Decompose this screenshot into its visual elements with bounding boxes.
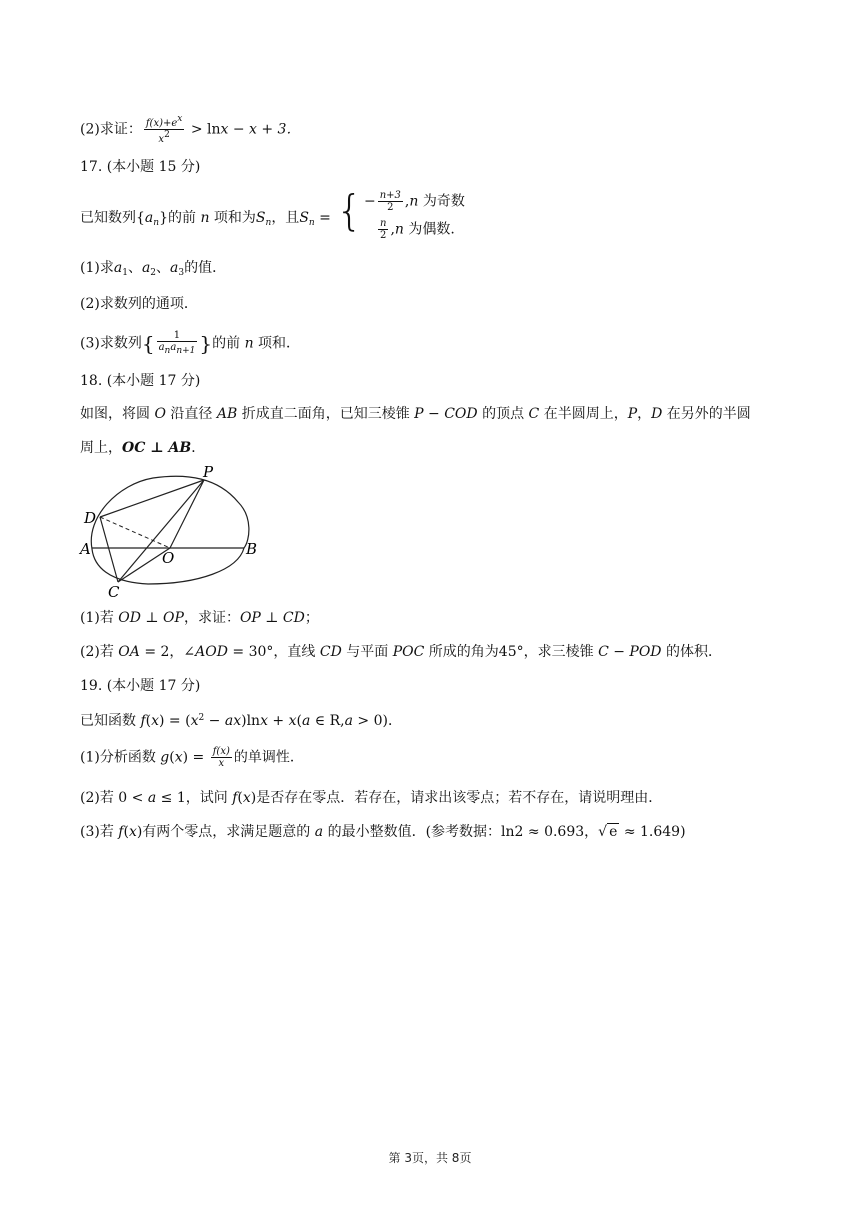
- q17-part3: (3)求数列{ $\frac{1}{\text{anan+1}}$ }的前 n 项和．: [80, 330, 301, 356]
- q18-p2-b: ，: [169, 644, 184, 660]
- label-D: D: [84, 509, 97, 527]
- q17-intro-a: 已知数列{: [80, 210, 145, 226]
- q18-part2: (2)若 OA = 2，∠AOD = 30°，直线 CD 与平面 POC 所成的角为45°，求三棱锥 C − POD 的体积．: [80, 644, 722, 660]
- q16-fraction: [144, 114, 185, 145]
- q17-p1-b: 、: [127, 260, 142, 276]
- q17-intro-b: }的前: [159, 210, 201, 226]
- q19-part1: (1)分析函数 g(x) = $\frac{f(x)}{x}$ 的单调性．: [80, 746, 304, 769]
- label-P: P: [203, 463, 214, 481]
- q19-intro-a: 已知函数: [80, 713, 141, 729]
- q18-intro1-f: ，: [637, 406, 652, 422]
- q19-p2-c: 是否存在零点．若存在，请求出该零点；若不存在，请说明理由．: [256, 790, 663, 806]
- q16-rhs: > ln: [186, 121, 221, 138]
- q18-p2-d: 与平面: [341, 644, 393, 660]
- q19-p3-a: (3)若: [80, 824, 119, 840]
- q17-case1-text: 为奇数: [422, 193, 465, 210]
- q16-part2-prefix: (2)求证：: [80, 121, 142, 138]
- q18-p2-e: 所成的角为: [424, 644, 499, 660]
- q19-part3: (3)若 f(x)有两个零点，求满足题意的 a 的最小整数值．(参考数据：ln2 ≈ 0.693，√ e ≈ 1.649): [80, 824, 686, 840]
- q18-part1: (1)若 OD ⊥ OP，求证：OP ⊥ CD；: [80, 610, 319, 626]
- q16-frac-den: x: [158, 134, 165, 145]
- q18-p2-g: 的体积．: [661, 644, 722, 660]
- q17-part1: (1)求$a_1$、$a_2$、$a_3$的值．: [80, 260, 227, 278]
- q16-rhs2: x − x + 3．: [220, 121, 301, 138]
- q17-case1-num: n+3: [379, 190, 401, 201]
- page-footer: 第 3页，共 8页: [388, 1151, 472, 1165]
- q18-intro1-d: 的顶点: [477, 406, 529, 422]
- q19-p3-d: ≈ 1.649): [619, 824, 686, 840]
- q16-frac-num: f(x)+e: [145, 118, 178, 129]
- q17-intro: 已知数列$\{a_n\}$的前 n 项和为$S_n$，且$S_n$ =: [80, 210, 331, 228]
- q17-p3-a: (3)求数列: [80, 335, 142, 352]
- q19-p1-a: (1)分析函数: [80, 749, 161, 766]
- label-O: O: [162, 549, 175, 567]
- q19-p1-b: 的单调性．: [233, 749, 304, 766]
- q17-p1-d: 的值．: [184, 260, 227, 276]
- q18-intro1: 如图，将圆 O 沿直径 AB 折成直二面角，已知三棱锥 P − COD 的顶点 C 在半圆周上，P，D 在另外的半圆: [80, 406, 751, 422]
- q17-header: 17. (本小题 15 分): [80, 159, 201, 175]
- q17-case1-den: 2: [387, 202, 394, 213]
- q18-intro2-a: 周上，: [80, 440, 122, 456]
- q18-intro1-g: 在另外的半圆: [662, 406, 751, 422]
- q17-p1-a: (1)求: [80, 260, 114, 276]
- q17-part2: (2)求数列的通项．: [80, 296, 198, 312]
- q18-p1-b: ，求证：: [183, 610, 240, 626]
- q17-case2-text: 为偶数: [408, 221, 451, 238]
- q16-frac-num-sup: x: [177, 114, 183, 124]
- q17-case2-den: 2: [380, 230, 387, 241]
- q19-p2-b: ，试问: [185, 790, 233, 806]
- q17-intro-c: 项和为: [209, 210, 256, 226]
- q18-p1-a: (1)若: [80, 610, 119, 626]
- q19-intro-b: ．: [387, 713, 402, 729]
- q16-frac-den-sup: 2: [164, 130, 170, 140]
- q17-brace: {: [336, 186, 363, 235]
- label-B: B: [246, 540, 258, 558]
- q18-p2-a: (2)若: [80, 644, 119, 660]
- q18-intro2-b: ．: [191, 440, 206, 456]
- q18-intro2: 周上，OC ⊥ AB．: [80, 440, 206, 456]
- q18-figure: [78, 462, 268, 600]
- q19-p3-b: 有两个零点，求满足题意的: [142, 824, 315, 840]
- q17-case2-num: n: [380, 218, 387, 229]
- q18-p2-c: ，直线: [273, 644, 320, 660]
- q19-header: 19. (本小题 17 分): [80, 678, 201, 694]
- q19-part2: (2)若 0 < a ≤ 1，试问 f(x)是否存在零点．若存在，请求出该零点；若不存在，请说明理由．: [80, 790, 663, 806]
- q19-p3-c: 的最小整数值．(参考数据：ln2 ≈ 0.693，: [323, 824, 599, 840]
- q17-p1-c: 、: [156, 260, 171, 276]
- edge-DC: [100, 517, 118, 582]
- label-A: A: [80, 540, 91, 558]
- q18-p2-f: ，求三棱锥: [523, 644, 599, 660]
- q18-intro1-b: 沿直径: [165, 406, 217, 422]
- q19-intro: 已知函数 $f(x) = (x^2 - ax)\ln x + x(a$ ∈ R,a > 0)．: [80, 713, 402, 729]
- q17-p3-b: 的前: [212, 335, 245, 352]
- q19-p2-a: (2)若: [80, 790, 119, 806]
- q17-case2: $\frac{n}{2}$ ,n 为偶数.: [380, 218, 455, 241]
- q17-case1: − $\frac{n+3}{2}$ ,n 为奇数: [364, 190, 465, 213]
- q17-intro-d: ，且: [271, 210, 300, 226]
- q17-p3-num: 1: [157, 330, 198, 342]
- q17-p3-c: 项和．: [253, 335, 301, 352]
- q18-p1-c: ；: [304, 610, 319, 626]
- label-C: C: [108, 583, 120, 600]
- q18-header: 18. (本小题 17 分): [80, 373, 201, 389]
- q16-part2: [80, 114, 300, 145]
- q18-intro1-a: 如图，将圆: [80, 406, 155, 422]
- q18-intro1-c: 折成直二面角，已知三棱锥: [237, 406, 415, 422]
- q18-intro1-e: 在半圆周上，: [539, 406, 628, 422]
